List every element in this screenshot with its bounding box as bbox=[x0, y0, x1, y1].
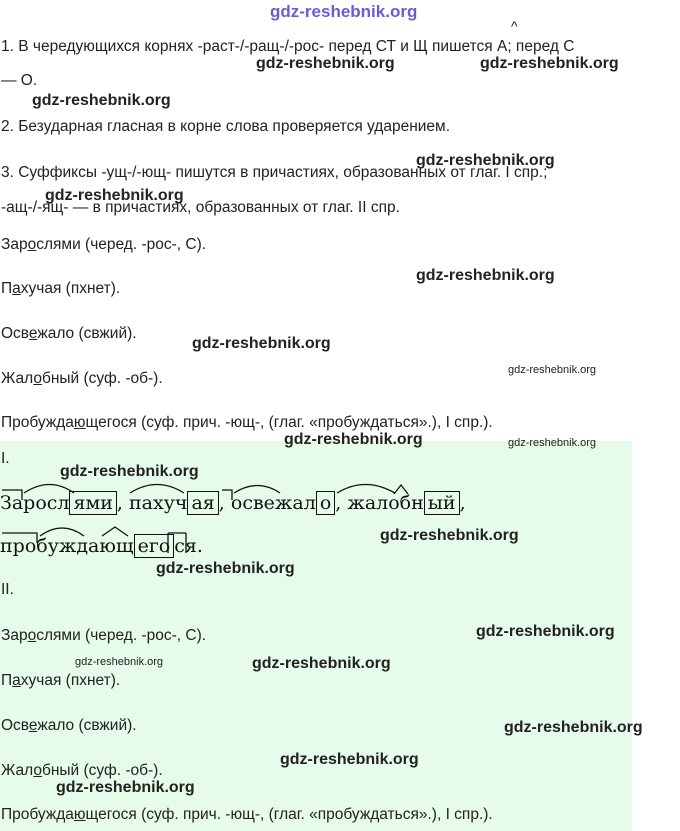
rule-2: 2. Безударная гласная в корне слова проверяется ударением. bbox=[1, 118, 451, 135]
watermark-top: gdz-reshebnik.org bbox=[270, 2, 418, 21]
word-entry: Жалобный (суф. -об-). bbox=[1, 762, 163, 779]
watermark: gdz-reshebnik.org bbox=[508, 437, 597, 449]
word-entry: Пахучая (пхнет). bbox=[1, 672, 121, 689]
watermark: gdz-reshebnik.org bbox=[480, 55, 619, 72]
watermark: gdz-reshebnik.org bbox=[284, 431, 423, 448]
morph-line-1: Заросл ями , пахуч ая , освежал о , жалобн ый , bbox=[0, 492, 466, 514]
rule-1-cont: — О. bbox=[1, 72, 38, 89]
watermark: gdz-reshebnik.org bbox=[45, 187, 184, 204]
rule-3: 3. Суффиксы -ущ-/-ющ- пишутся в причастиях, образованных от глаг. I спр.; bbox=[1, 164, 548, 181]
morph-line-2: пробуждающ его ся. bbox=[0, 535, 203, 557]
watermark: gdz-reshebnik.org bbox=[504, 719, 643, 736]
rule-3-cont: -ащ-/-ящ- — в причастиях, образованных от глаг. II спр. bbox=[1, 199, 400, 216]
ending: ями bbox=[69, 491, 116, 515]
watermark: gdz-reshebnik.org bbox=[252, 655, 391, 672]
watermark: gdz-reshebnik.org bbox=[476, 623, 615, 640]
root: пахуч bbox=[129, 492, 188, 514]
postfix: ся bbox=[174, 535, 197, 557]
watermark: gdz-reshebnik.org bbox=[192, 335, 331, 352]
watermark: gdz-reshebnik.org bbox=[75, 656, 164, 668]
watermark: gdz-reshebnik.org bbox=[416, 267, 555, 284]
root: жалоб bbox=[347, 492, 412, 514]
suffix: н bbox=[411, 492, 424, 514]
watermark: gdz-reshebnik.org bbox=[416, 152, 555, 169]
prefix: о bbox=[230, 492, 243, 514]
rule-1: 1. В чередующихся корнях -раст-/-ращ-/-рос- перед СТ и Щ пишется А; перед С bbox=[1, 38, 575, 55]
watermark: gdz-reshebnik.org bbox=[256, 55, 395, 72]
word-entry: Освежало (свжий). bbox=[1, 717, 137, 734]
root: свежал bbox=[242, 492, 316, 514]
watermark: gdz-reshebnik.org bbox=[380, 527, 519, 544]
word-entry: Освежало (свжий). bbox=[1, 325, 137, 342]
section-1-label: I. bbox=[1, 450, 10, 467]
ending: ый bbox=[424, 491, 460, 515]
watermark: gdz-reshebnik.org bbox=[280, 751, 419, 768]
root: буждающ bbox=[36, 535, 134, 557]
ending: ая bbox=[187, 491, 218, 515]
word-entry: Пробуждающегося (суф. прич. -ющ-, (глаг. «пробуждаться».), I спр.). bbox=[1, 806, 493, 823]
ending: его bbox=[134, 534, 175, 558]
watermark: gdz-reshebnik.org bbox=[56, 779, 195, 796]
ending: о bbox=[316, 491, 335, 515]
root: росл bbox=[23, 492, 70, 514]
word-entry: Зарослями (черед. -рос-, С). bbox=[1, 627, 207, 644]
section-2-label: II. bbox=[1, 581, 14, 598]
prefix: За bbox=[0, 492, 24, 514]
prefix: про bbox=[0, 535, 37, 557]
word-entry: Пахучая (пхнет). bbox=[1, 280, 121, 297]
word-entry: Пробуждающегося (суф. прич. -ющ-, (глаг. «пробуждаться».), I спр.). bbox=[1, 414, 493, 431]
word-entry: Жалобный (суф. -об-). bbox=[1, 370, 163, 387]
watermark: gdz-reshebnik.org bbox=[156, 560, 295, 577]
watermark: gdz-reshebnik.org bbox=[32, 92, 171, 109]
watermark: gdz-reshebnik.org bbox=[60, 463, 199, 480]
hat-mark: ^ bbox=[511, 18, 518, 34]
word-entry: Зарослями (черед. -рос-, С). bbox=[1, 236, 207, 253]
watermark: gdz-reshebnik.org bbox=[508, 364, 597, 376]
